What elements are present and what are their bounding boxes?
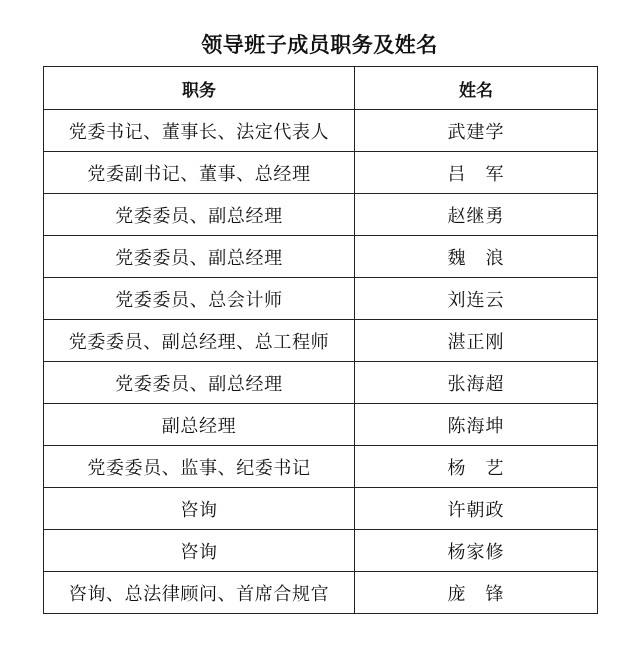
position-cell: 党委委员、监事、纪委书记 bbox=[44, 446, 355, 488]
name-cell: 刘连云 bbox=[355, 278, 598, 320]
name-cell: 吕 军 bbox=[355, 152, 598, 194]
table-row bbox=[44, 236, 598, 278]
name-cell: 杨家修 bbox=[355, 530, 598, 572]
leadership-table bbox=[43, 66, 598, 614]
position-cell: 党委委员、副总经理 bbox=[44, 194, 355, 236]
name-column-header: 姓名 bbox=[355, 67, 598, 110]
name-cell: 赵继勇 bbox=[355, 194, 598, 236]
header-row bbox=[44, 67, 598, 110]
name-cell: 陈海坤 bbox=[355, 404, 598, 446]
name-cell: 张海超 bbox=[355, 362, 598, 404]
position-cell: 党委书记、董事长、法定代表人 bbox=[44, 110, 355, 152]
position-cell: 党委委员、副总经理 bbox=[44, 362, 355, 404]
position-cell: 党委副书记、董事、总经理 bbox=[44, 152, 355, 194]
table-row bbox=[44, 278, 598, 320]
table-row bbox=[44, 488, 598, 530]
position-cell: 党委委员、总会计师 bbox=[44, 278, 355, 320]
position-cell: 咨询 bbox=[44, 530, 355, 572]
table-row bbox=[44, 362, 598, 404]
name-cell: 湛正刚 bbox=[355, 320, 598, 362]
table-row bbox=[44, 110, 598, 152]
name-cell: 魏 浪 bbox=[355, 236, 598, 278]
table-row bbox=[44, 152, 598, 194]
name-cell: 庞 锋 bbox=[355, 572, 598, 614]
position-cell: 咨询 bbox=[44, 488, 355, 530]
name-cell: 武建学 bbox=[355, 110, 598, 152]
position-cell: 党委委员、副总经理、总工程师 bbox=[44, 320, 355, 362]
position-cell: 副总经理 bbox=[44, 404, 355, 446]
document-title: 领导班子成员职务及姓名 bbox=[201, 33, 438, 57]
table-row bbox=[44, 320, 598, 362]
table-row bbox=[44, 530, 598, 572]
table-header bbox=[44, 67, 598, 110]
position-column-header: 职务 bbox=[44, 67, 355, 110]
table-row bbox=[44, 446, 598, 488]
position-cell: 咨询、总法律顾问、首席合规官 bbox=[44, 572, 355, 614]
name-cell: 许朝政 bbox=[355, 488, 598, 530]
position-cell: 党委委员、副总经理 bbox=[44, 236, 355, 278]
table-row bbox=[44, 194, 598, 236]
name-cell: 杨 艺 bbox=[355, 446, 598, 488]
table-row bbox=[44, 404, 598, 446]
table-row bbox=[44, 572, 598, 614]
table-body bbox=[44, 110, 598, 614]
